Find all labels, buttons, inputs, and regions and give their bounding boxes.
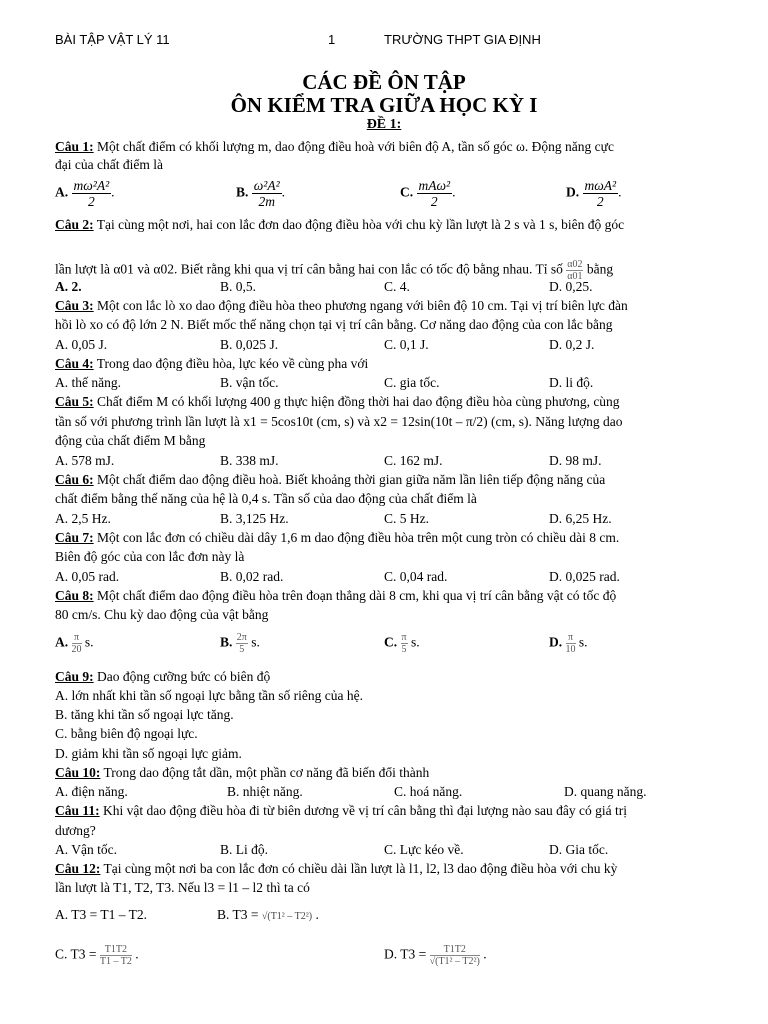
- q11-line2: dương?: [55, 823, 96, 838]
- q10-option-c: C. hoá năng.: [394, 784, 463, 799]
- q1-line1: Câu 1: Một chất điểm có khối lượng m, dao động điều hoà với biên độ A, tần số góc ω. Động năng cực: [55, 139, 614, 154]
- q3-line2: hồi lò xo có độ lớn 2 N. Biết mốc thế năng chọn tại vị trí cân bằng. Cơ năng dao động của con lắc bằng: [55, 317, 613, 332]
- q9-line1: Câu 9: Dao động cưỡng bức có biên độ: [55, 669, 271, 684]
- header-left: BÀI TẬP VẬT LÝ 11: [55, 32, 170, 47]
- q2-option-c: C. 4.: [384, 279, 410, 294]
- q2-option-d: D. 0,25.: [549, 279, 593, 294]
- q7-option-c: C. 0,04 rad.: [384, 569, 448, 584]
- q2-option-a: A. 2.: [55, 279, 82, 294]
- q8-line1: Câu 8: Một chất điểm dao động điều hòa trên đoạn thẳng dài 8 cm, khi qua vị trí cân bằng vật có tốc độ: [55, 588, 617, 603]
- q11-line1: Câu 11: Khi vật dao động điều hòa đi từ biên dương về vị trí cân bằng thì đại lượng nào sau đây có giá trị: [55, 803, 628, 818]
- q9-option-d: D. giảm khi tần số ngoại lực giảm.: [55, 746, 242, 761]
- q12-option-c: C. T3 = $\frac{T1T2}{T1 - T2}$ .: [55, 944, 139, 967]
- q1-option-b: B. $\frac{\text{ω²A²}}{2m}$ .: [236, 178, 286, 209]
- q1-option-d: D. $\frac{\text{mωA²}}{2}$ .: [566, 178, 622, 209]
- q1-option-a: A. $\frac{\text{mω²A²}}{2}$ .: [55, 178, 115, 209]
- q11-option-c: C. Lực kéo về.: [384, 842, 464, 857]
- header-right: TRƯỜNG THPT GIA ĐỊNH: [384, 32, 541, 47]
- q8-option-a: A. $\frac{\pi}{20}$ s.: [55, 632, 94, 655]
- q5-option-a: A. 578 mJ.: [55, 453, 115, 468]
- q5-option-d: D. 98 mJ.: [549, 453, 602, 468]
- q4-option-d: D. li độ.: [549, 375, 594, 390]
- q12-line2: lần lượt là T1, T2, T3. Nếu l3 = l1 – l2 thì ta có: [55, 880, 310, 895]
- q5-line2: tần số với phương trình lần lượt là x1 = 5cos10t (cm, s) và x2 = 12sin(10t – π/2) (cm, s). Năng lượng dao: [55, 414, 623, 429]
- q6-option-c: C. 5 Hz.: [384, 511, 429, 526]
- q9-option-b: B. tăng khi tần số ngoại lực tăng.: [55, 707, 234, 722]
- q12-line1: Câu 12: Tại cùng một nơi ba con lắc đơn có chiều dài lần lượt là l1, l2, l3 dao động điều hòa với chu kỳ: [55, 861, 618, 876]
- q11-option-b: B. Li độ.: [220, 842, 269, 857]
- q4-option-b: B. vận tốc.: [220, 375, 279, 390]
- q1-option-c: C. $\frac{\text{mAω²}}{2}$ .: [400, 178, 456, 209]
- q3-option-d: D. 0,2 J.: [549, 337, 595, 352]
- q3-line1: Câu 3: Một con lắc lò xo dao động điều hòa theo phương ngang với biên độ 10 cm. Tại vị trí biên lực đàn: [55, 298, 628, 313]
- page-number: 1: [328, 32, 336, 47]
- q6-line2: chất điểm bằng thế năng của hệ là 0,4 s. Tần số của dao động của chất điểm là: [55, 491, 477, 506]
- q4-line1: Câu 4: Trong dao động điều hòa, lực kéo về cùng pha với: [55, 356, 369, 371]
- q5-option-c: C. 162 mJ.: [384, 453, 443, 468]
- q11-option-d: D. Gia tốc.: [549, 842, 609, 857]
- q12-option-d: D. T3 = $\frac{T1T2}{\text{√(T1² – T2²)}}$ .: [384, 944, 487, 967]
- q3-option-b: B. 0,025 J.: [220, 337, 279, 352]
- q7-option-a: A. 0,05 rad.: [55, 569, 120, 584]
- q2-line2: lần lượt là α01 và α02. Biết rằng khi qua vị trí cân bằng hai con lắc có tốc độ bằng nhau. Tỉ số $\frac{\alpha 02}{\alpha 01}$ bằng: [55, 259, 614, 282]
- q6-line1: Câu 6: Một chất điểm dao động điều hoà. Biết khoảng thời gian giữa năm lần liên tiếp động năng của: [55, 472, 606, 487]
- q7-line2: Biên độ góc của con lắc đơn này là: [55, 549, 245, 564]
- q6-option-d: D. 6,25 Hz.: [549, 511, 612, 526]
- q6-option-b: B. 3,125 Hz.: [220, 511, 289, 526]
- doc-subtitle: ÔN KIỂM TRA GIỮA HỌC KỲ I: [230, 93, 538, 117]
- q3-option-a: A. 0,05 J.: [55, 337, 108, 352]
- q2-option-b: B. 0,5.: [220, 279, 257, 294]
- q8-option-d: D. $\frac{\pi}{10}$ s.: [549, 632, 588, 655]
- q1-line2: đại của chất điểm là: [55, 157, 163, 172]
- q9-option-a: A. lớn nhất khi tần số ngoại lực bằng tần số riêng của hệ.: [55, 688, 364, 703]
- q8-option-b: B. $\frac{2\pi}{5}$ s.: [220, 632, 260, 655]
- q5-line1: Câu 5: Chất điểm M có khối lượng 400 g thực hiện đồng thời hai dao động điều hòa cùng phương, cùng: [55, 394, 620, 409]
- q11-option-a: A. Vận tốc.: [55, 842, 117, 857]
- q3-option-c: C. 0,1 J.: [384, 337, 429, 352]
- doc-title: CÁC ĐỀ ÔN TẬP: [302, 70, 466, 94]
- q2-line1: Câu 2: Tại cùng một nơi, hai con lắc đơn dao động điều hòa với chu kỳ lần lượt là 2 s và 1 s, biên độ góc: [55, 217, 625, 232]
- q10-option-a: A. điện năng.: [55, 784, 128, 799]
- q8-option-c: C. $\frac{\pi}{5}$ s.: [384, 632, 420, 655]
- q9-option-c: C. bằng biên độ ngoại lực.: [55, 726, 198, 741]
- exam-number: ĐỀ 1:: [366, 117, 402, 132]
- q6-option-a: A. 2,5 Hz.: [55, 511, 111, 526]
- q10-line1: Câu 10: Trong dao động tắt dần, một phần cơ năng đã biến đổi thành: [55, 765, 430, 780]
- q7-option-d: D. 0,025 rad.: [549, 569, 620, 584]
- q5-line3: động của chất điểm M bằng: [55, 433, 206, 448]
- q8-line2: 80 cm/s. Chu kỳ dao động của vật bằng: [55, 607, 269, 622]
- q7-option-b: B. 0,02 rad.: [220, 569, 284, 584]
- q12-option-a: A. T3 = T1 – T2.: [55, 907, 147, 922]
- q4-option-c: C. gia tốc.: [384, 375, 440, 390]
- q10-option-d: D. quang năng.: [564, 784, 647, 799]
- q12-option-b: B. T3 = √(T1² – T2²) .: [217, 907, 319, 922]
- q10-option-b: B. nhiệt năng.: [227, 784, 303, 799]
- q1-label: Câu 1:: [55, 139, 94, 154]
- q4-option-a: A. thế năng.: [55, 375, 121, 390]
- q5-option-b: B. 338 mJ.: [220, 453, 279, 468]
- q7-line1: Câu 7: Một con lắc đơn có chiều dài dây 1,6 m dao động điều hòa trên một cung tròn có chiều dài 8 cm.: [55, 530, 620, 545]
